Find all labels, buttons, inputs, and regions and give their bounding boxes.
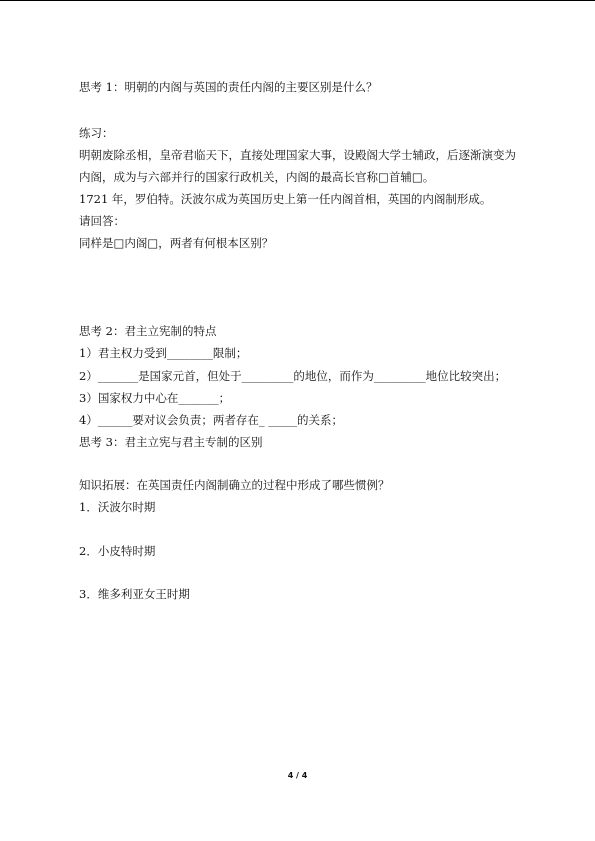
practice-paragraph1-line1: 明朝废除丞相，皇帝君临天下，直接处理国家大事，设殿阁大学士辅政，后逐渐演变为 [79, 148, 516, 162]
practice-paragraph1-line2: 内阁，成为与六部并行的国家行政机关，内阁的最高长官称□首辅□。 [79, 170, 435, 184]
think2-title: 思考 2：君主立宪制的特点 [79, 324, 217, 338]
practice-prompt: 请回答： [79, 214, 125, 228]
think3-title: 思考 3：君主立宪与君主专制的区别 [79, 435, 263, 449]
extension-title: 知识拓展：在英国责任内阁制确立的过程中形成了哪些惯例？ [79, 478, 390, 492]
extension-item-3: 3．维多利亚女王时期 [79, 587, 190, 601]
page-number: 4 / 4 [287, 771, 308, 780]
think2-item-4: 4）______要对议会负责；两者存在_ _____的关系； [79, 413, 343, 427]
practice-question: 同样是□内阁□，两者有何根本区别？ [79, 236, 274, 250]
practice-paragraph2: 1721 年，罗伯特。沃波尔成为英国历史上第一任内阁首相，英国的内阁制形成。 [79, 192, 492, 206]
think2-item-3: 3）国家权力中心在_______； [79, 391, 231, 405]
think1-question: 思考 1：明朝的内阁与英国的责任内阁的主要区别是什么？ [79, 80, 378, 94]
extension-item-1: 1．沃波尔时期 [79, 500, 156, 514]
think2-item-1: 1）君主权力受到________限制； [79, 346, 248, 360]
practice-title: 练习： [79, 126, 114, 140]
think2-item-2: 2）_______是国家元首，但处于_________的地位，而作为_________地位比较突出； [79, 369, 507, 383]
page-top-border [0, 0, 595, 1]
extension-item-2: 2．小皮特时期 [79, 544, 156, 558]
